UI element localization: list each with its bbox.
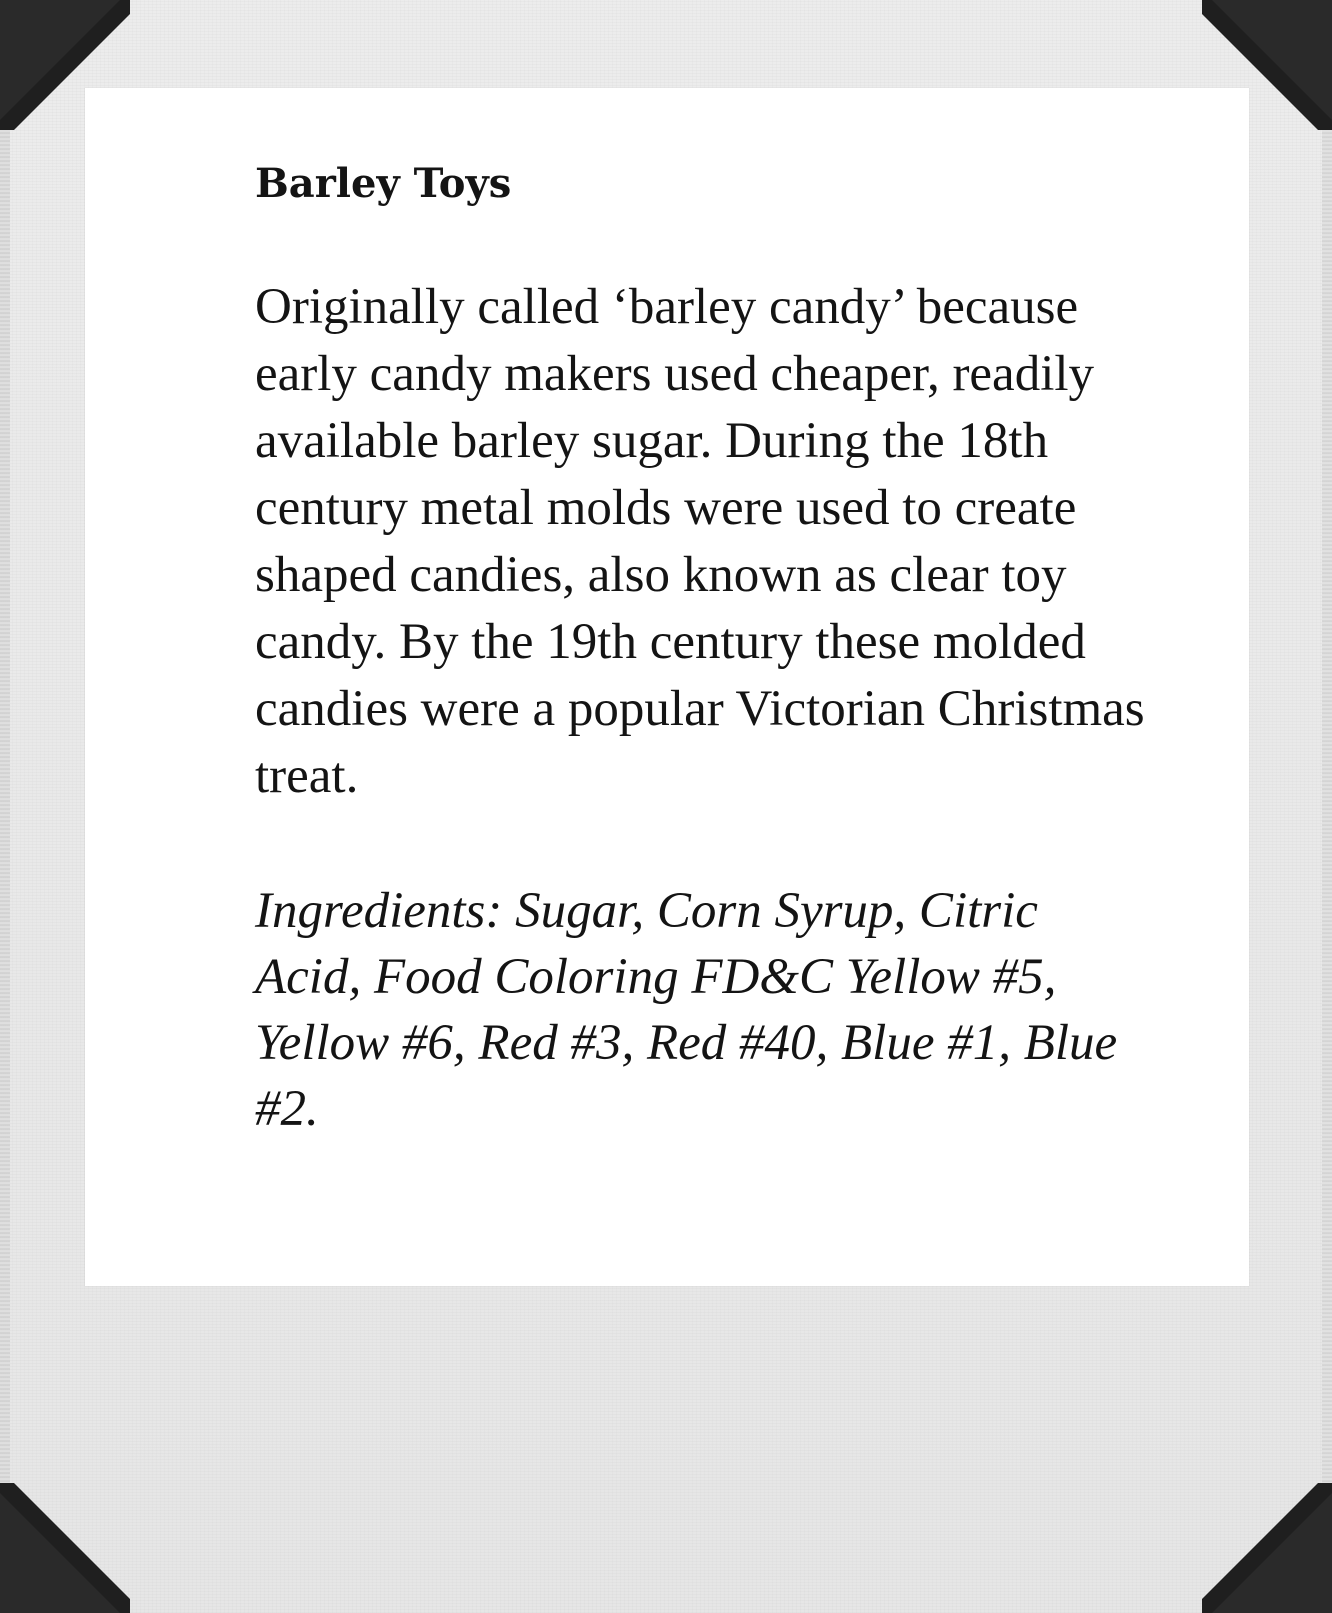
photo-corner-bottom-right bbox=[1202, 1483, 1332, 1613]
card-title: Barley Toys bbox=[255, 160, 512, 207]
candy-info-card bbox=[85, 88, 1249, 1286]
frame-edge-left bbox=[0, 0, 10, 1613]
frame-edge-right bbox=[1322, 0, 1332, 1613]
card-content bbox=[255, 158, 1155, 1142]
card-ingredients: Ingredients: Sugar, Corn Syrup, Citric Acid, Food Coloring FD&C Yellow #5, Yellow #6, Red #3, Red #40, Blue #1, Blue #2. bbox=[255, 883, 1118, 1137]
card-description: Originally called ‘barley candy’ because early candy makers used cheaper, readily available barley sugar. During the 18th century metal molds were used to create shaped candies, also known as clear toy candy. By the 19th century these molded candies were a popular Victorian Christmas treat. bbox=[255, 279, 1145, 804]
photo-corner-bottom-left bbox=[0, 1483, 130, 1613]
